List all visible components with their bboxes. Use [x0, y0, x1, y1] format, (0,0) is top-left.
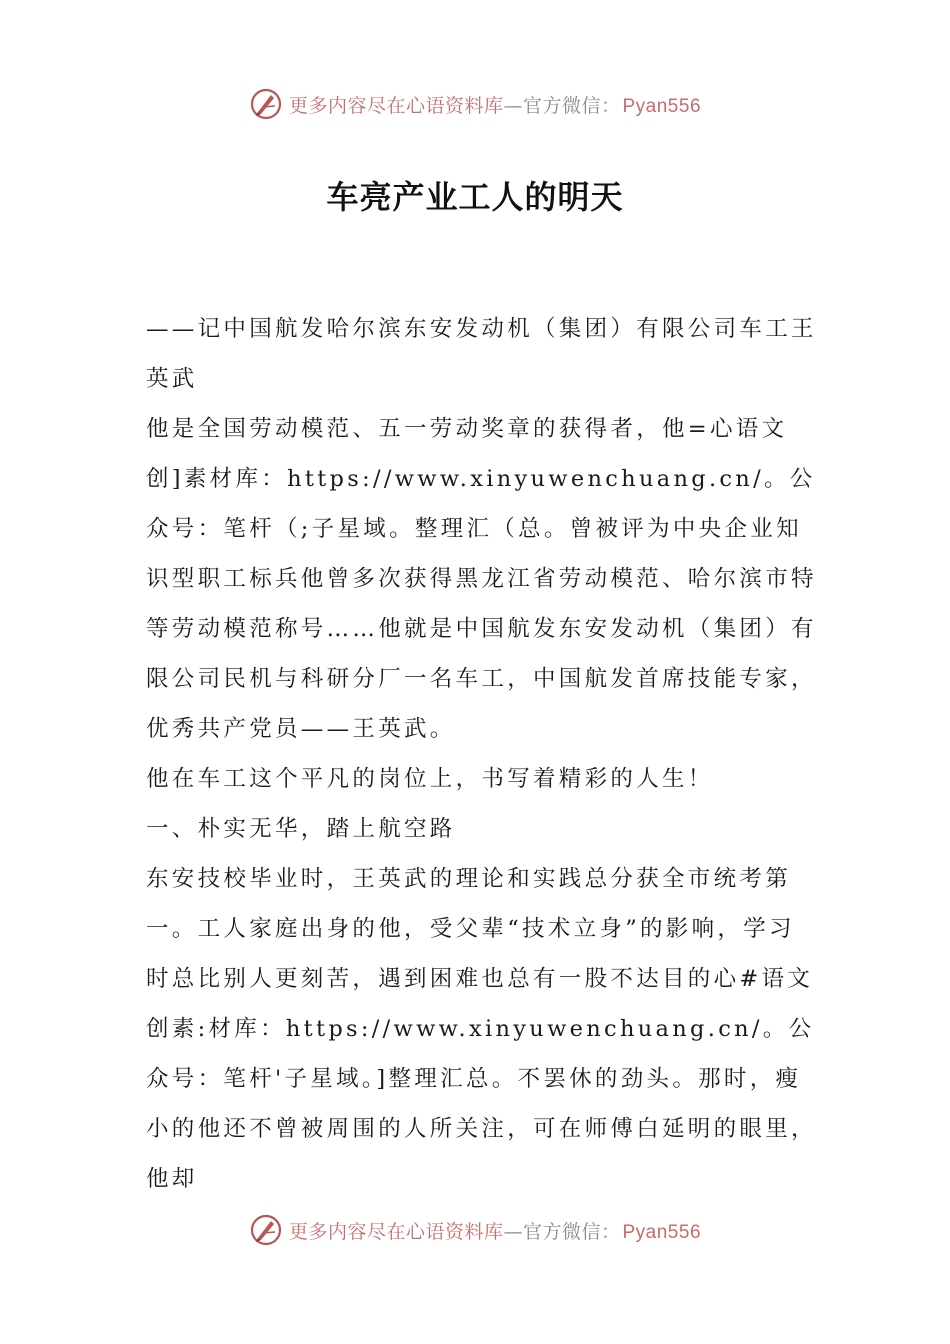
quill-pen-logo-icon	[249, 87, 283, 121]
quill-pen-logo-icon	[249, 1213, 283, 1247]
banner-wechat-label: 官方微信：	[522, 94, 621, 117]
banner-wechat-id: Pyan556	[622, 1221, 702, 1243]
banner-text	[289, 1217, 701, 1244]
body-paragraph: 他是全国劳动模范、五一劳动奖章的获得者，他=心语文创]素材库：https://www.xinyuwenchuang.cn/。公众号：笔杆（;子星域。整理汇（总。曾被评为中央企业知识型职工标兵他曾多次获得黑龙江省劳动模范、哈尔滨市特等劳动模范称号……他就是中国航发东安发动机（集团）有限公司民机与科研分厂一名车工，中国航发首席技能专家，优秀共产党员——王英武。	[146, 416, 817, 742]
banner-text	[289, 91, 701, 118]
banner-main-text: 更多内容尽在心语资料库	[288, 1220, 504, 1243]
banner-wechat-label: 官方微信：	[522, 1220, 621, 1243]
footer-watermark-banner	[0, 1210, 950, 1250]
banner-main-text: 更多内容尽在心语资料库	[288, 94, 504, 117]
banner-dash: —	[503, 1220, 523, 1243]
document-body	[146, 304, 818, 1204]
body-paragraph: 东安技校毕业时，王英武的理论和实践总分获全市统考第一。工人家庭出身的他，受父辈“技术立身”的影响，学习时总比别人更刻苦，遇到困难也总有一股不达目的心#语文创素:材库：https://www.xinyuwenchuang.cn/。公众号：笔杆'子星域。]整理汇总。不罢休的劲头。那时，瘦小的他还不曾被周围的人所关注，可在师傅白延明的眼里，他却	[146, 866, 817, 1192]
subtitle-paragraph: ——记中国航发哈尔滨东安发动机（集团）有限公司车工王英武	[146, 316, 817, 392]
header-watermark-banner	[0, 84, 950, 124]
body-paragraph: 他在车工这个平凡的岗位上，书写着精彩的人生！	[146, 766, 714, 792]
banner-wechat-id: Pyan556	[622, 95, 702, 117]
banner-dash: —	[503, 94, 523, 117]
document-title: 车亮产业工人的明天	[326, 178, 624, 216]
section-heading: 一、朴实无华，踏上航空路	[146, 816, 456, 842]
